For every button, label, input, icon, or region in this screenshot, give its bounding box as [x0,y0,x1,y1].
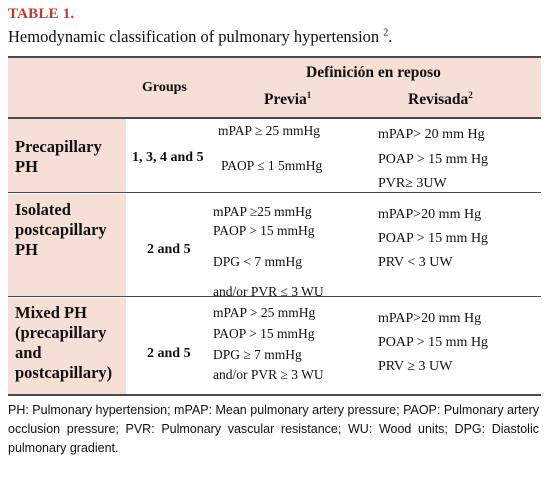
row-3-revisada-2: POAP > 15 mm Hg [378,335,489,350]
header-definition: Definición en reposo [306,64,441,81]
row-2-groups-value: 2 and 5 [147,242,191,257]
row-3-previa-3: DPG ≥ 7 mmHg [213,347,302,362]
row-1-revisada-2: POAP > 15 mm Hg [378,152,489,167]
row-3-previa-4: and/or PVR ≥ 3 WU [213,367,324,382]
row-3-previa-2: PAOP > 15 mmHg [213,326,315,341]
row-1-revisada-1: mPAP> 20 mm Hg [378,127,485,142]
row-1-previa-1: mPAP ≥ 25 mmHg [218,123,321,138]
row-2-previa-4: and/or PVR ≤ 3 WU [213,284,324,299]
row-1-previa-2: PAOP ≤ 1 5mmHg [221,158,323,173]
row-2-revisada-1: mPAP>20 mm Hg [378,207,482,222]
header-rule [8,117,541,119]
row-3-revisada-3: PRV ≥ 3 UW [378,359,453,374]
header-revised [408,90,473,109]
caption-text: Hemodynamic classification of pulmonary hypertension [8,27,380,46]
table-caption [8,27,392,47]
caption-suffix: . [388,27,393,46]
row-separator-1 [8,192,541,193]
row-3-groups-value: 2 and 5 [147,346,191,361]
row-2-revisada-2: POAP > 15 mm Hg [378,231,489,246]
row-2-previa-1: mPAP ≥25 mmHg [213,204,312,219]
row-2-previa-3: DPG < 7 mmHg [213,254,302,269]
row-2-revisada-3: PRV < 3 UW [378,255,453,270]
top-rule [8,56,541,58]
row-1-groups-value: 1, 3, 4 and 5 [132,150,204,165]
caption-ref: 2 [383,27,389,39]
header-previous-ref: 1 [306,90,312,100]
header-previous-label: Previa [264,91,307,109]
row-2-group: Isolated postcapillary PH [15,200,107,259]
header-revised-ref: 2 [468,90,473,100]
row-1-revisada-3: PVR≥ 3UW [378,176,447,191]
row-1-group: Precapillary PH [15,137,102,176]
table-label: TABLE 1. [8,6,75,22]
row-2-previa-2: PAOP > 15 mmHg [213,223,315,238]
table-footnote: PH: Pulmonary hypertension; mPAP: Mean pulmonary artery pressure; PAOP: Pulmonary artery occlusion pressure; PVR: Pulmonary vascular resistance; WU: Wood units; DPG: Diastolic pulmonary gradient. [8,403,539,455]
header-previous [264,90,311,109]
row-3-previa-1: mPAP > 25 mmHg [213,305,316,320]
bottom-rule [8,394,541,396]
row-3-revisada-1: mPAP>20 mm Hg [378,311,482,326]
header-revised-label: Revisada [408,91,469,109]
row-3-group: Mixed PH (precapillary and postcapillary) [15,303,113,382]
header-groups: Groups [142,80,187,95]
